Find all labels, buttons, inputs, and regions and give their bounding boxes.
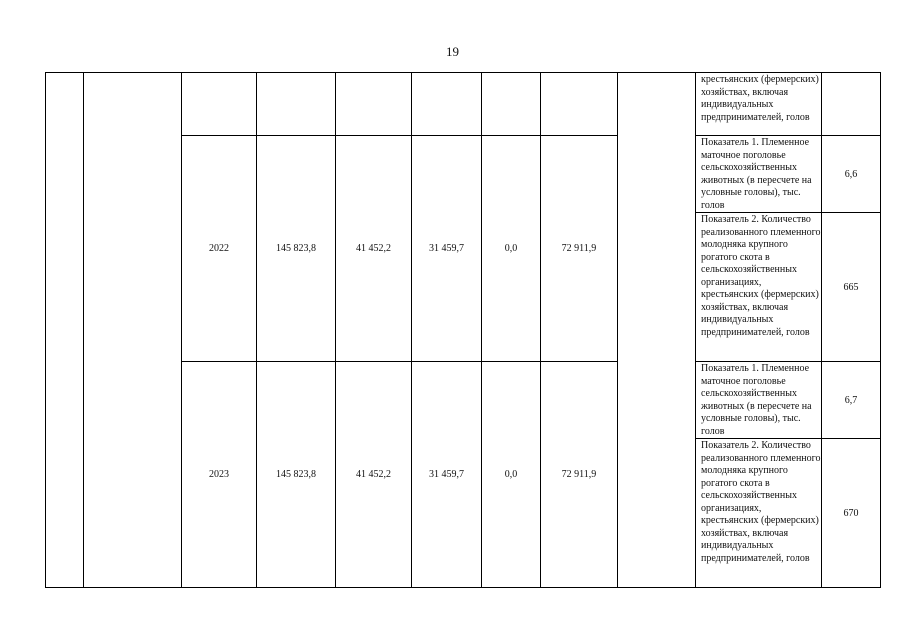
indicator-text: Показатель 1. Племенное маточное поголовье сельскохозяйственных животных (в пересчете на условные головы), тыс. голов [696, 136, 822, 213]
indicator-text: Показатель 1. Племенное маточное поголовье сельскохозяйственных животных (в пересчете на условные головы), тыс. голов [696, 362, 822, 439]
indicator-text: Показатель 2. Количество реализованного племенного молодняка крупного рогатого скота в сельскохозяйственных организациях, крестьянских (фермерских) хозяйствах, включая индивидуальных предпринимателей, голов [696, 439, 822, 588]
indicator-value: 665 [822, 213, 881, 362]
table-cell-year: 2022 [182, 136, 257, 362]
table-cell-col-e [541, 73, 618, 136]
table-cell-total [257, 73, 336, 136]
indicator-value: 6,7 [822, 362, 881, 439]
table-cell-year: 2023 [182, 362, 257, 588]
table-cell-col-c: 31 459,7 [412, 136, 482, 362]
indicator-value: 670 [822, 439, 881, 588]
table-cell-col-b: 41 452,2 [336, 362, 412, 588]
indicator-text: Показатель 2. Количество реализованного племенного молодняка крупного рогатого скота в сельскохозяйственных организациях, крестьянских (фермерских) хозяйствах, включая индивидуальных предпринимателей, голов [696, 213, 822, 362]
table-cell-col-d: 0,0 [482, 362, 541, 588]
table-cell-col-d: 0,0 [482, 136, 541, 362]
table-cell-col-c: 31 459,7 [412, 362, 482, 588]
table-cell-col-b [336, 73, 412, 136]
table-cell-year [182, 73, 257, 136]
table-cell-executor [618, 73, 696, 588]
table-cell-total: 145 823,8 [257, 136, 336, 362]
budget-indicators-table [45, 72, 881, 588]
indicator-text: крестьянских (фермерских) хозяйствах, включая индивидуальных предпринимателей, голов [696, 73, 822, 136]
table-cell-number [46, 73, 84, 588]
table-cell-col-d [482, 73, 541, 136]
table-cell-col-c [412, 73, 482, 136]
page-number: 19 [446, 44, 459, 59]
indicator-value: 6,6 [822, 136, 881, 213]
indicator-value [822, 73, 881, 136]
table-cell-event [84, 73, 182, 588]
table-cell-col-e: 72 911,9 [541, 136, 618, 362]
table-cell-col-b: 41 452,2 [336, 136, 412, 362]
table-cell-col-e: 72 911,9 [541, 362, 618, 588]
table-cell-total: 145 823,8 [257, 362, 336, 588]
